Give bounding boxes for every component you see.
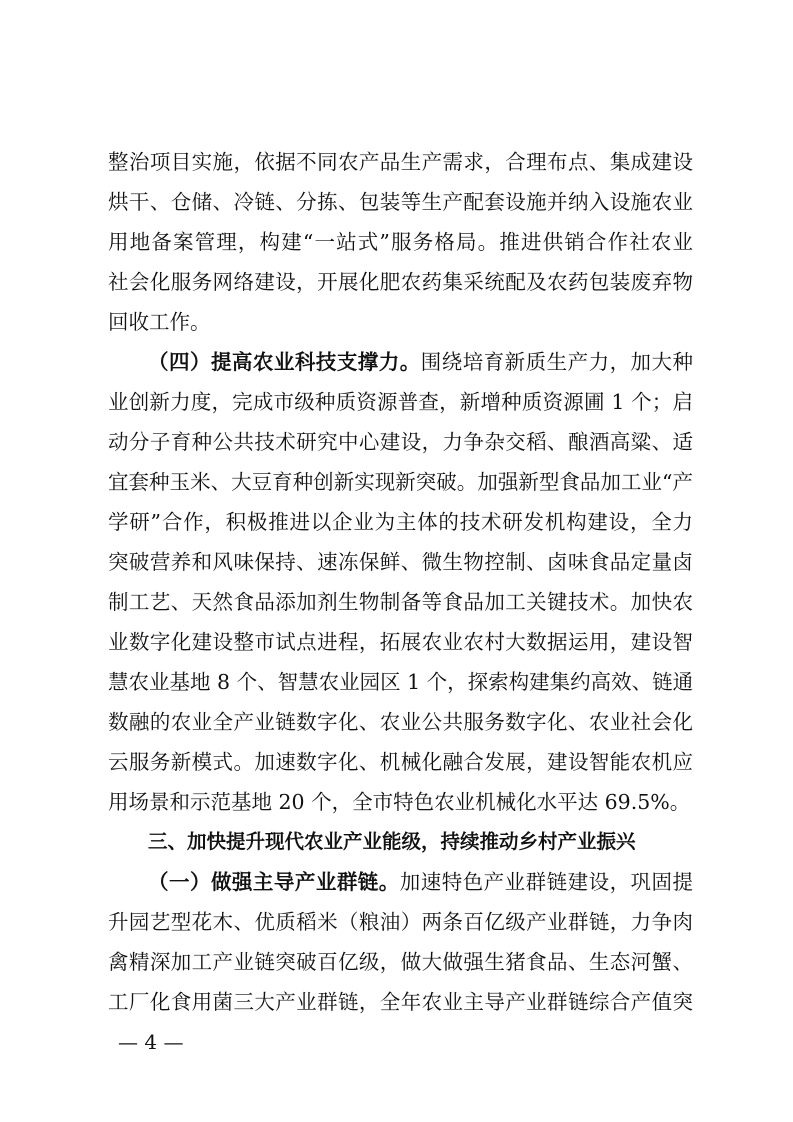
paragraph-first-line-text: 围绕培育新质生产力，加大种 — [420, 350, 693, 374]
text-line: 用场景和示范基地 20 个，全市特色农业机械化水平达 69.5%。 — [108, 790, 691, 814]
text-line: 禽精深加工产业链突破百亿级，做大做强生猪食品、生态河蟹、 — [108, 950, 693, 974]
paragraph-first-line — [148, 344, 693, 380]
text-line: 整治项目实施，依据不同农产品生产需求，合理布点、集成建设 — [108, 150, 693, 174]
text-line: 慧农业基地 8 个、智慧农业园区 1 个，探索构建集约高效、链通 — [108, 670, 693, 694]
page-number: — 4 — — [118, 1030, 184, 1054]
paragraph-lead: （四）提高农业科技支撑力。 — [148, 350, 421, 374]
text-line: 回收工作。 — [108, 310, 211, 334]
text-line: 升园艺型花木、优质稻米（粮油）两条百亿级产业群链，力争肉 — [108, 910, 693, 934]
text-line: 制工艺、天然食品添加剂生物制备等食品加工关键技术。加快农 — [108, 590, 693, 614]
text-line: 业数字化建设整市试点进程，拓展农业农村大数据运用，建设智 — [108, 630, 693, 654]
text-line: 宜套种玉米、大豆育种创新实现新突破。加强新型食品加工业“产 — [108, 470, 693, 494]
paragraph-first-line — [148, 864, 693, 900]
text-line: 社会化服务网络建设，开展化肥农药集采统配及农药包装废弃物 — [108, 270, 693, 294]
paragraph-first-line-text: 加速特色产业群链建设，巩固提 — [399, 870, 693, 894]
text-line: 云服务新模式。加速数字化、机械化融合发展，建设智能农机应 — [108, 750, 693, 774]
text-line: 突破营养和风味保持、速冻保鲜、微生物控制、卤味食品定量卤 — [108, 550, 693, 574]
section-heading: 三、加快提升现代农业产业能级，持续推动乡村产业振兴 — [148, 830, 636, 853]
text-line: 数融的农业全产业链数字化、农业公共服务数字化、农业社会化 — [108, 710, 693, 734]
text-line: 学研”合作，积极推进以企业为主体的技术研发机构建设，全力 — [108, 510, 693, 534]
text-line: 工厂化食用菌三大产业群链，全年农业主导产业群链综合产值突 — [108, 990, 693, 1014]
text-line: 用地备案管理，构建“一站式”服务格局。推进供销合作社农业 — [108, 230, 693, 254]
text-line: 动分子育种公共技术研究中心建设，力争杂交稻、酿酒高粱、适 — [108, 430, 693, 454]
text-line: 烘干、仓储、冷链、分拣、包装等生产配套设施并纳入设施农业 — [108, 190, 693, 214]
paragraph-lead: （一）做强主导产业群链。 — [148, 870, 400, 894]
text-line: 业创新力度，完成市级种质资源普查，新增种质资源圃 1 个；启 — [108, 390, 693, 414]
